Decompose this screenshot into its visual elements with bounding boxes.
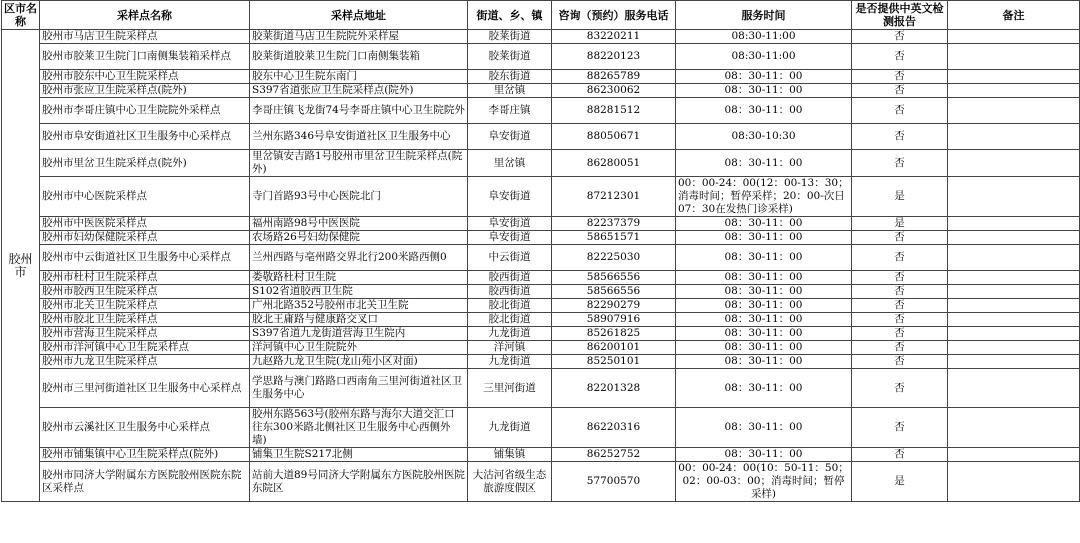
site-hours: 08：30-11：00 bbox=[676, 70, 852, 84]
table-row bbox=[2, 355, 1080, 369]
site-hours: 08：30-11：00 bbox=[676, 271, 852, 285]
site-report: 否 bbox=[852, 408, 948, 448]
site-name: 胶州市张应卫生院采样点(院外) bbox=[40, 84, 250, 98]
site-street: 胶西街道 bbox=[468, 271, 552, 285]
site-address: 胶东中心卫生院东南门 bbox=[250, 70, 468, 84]
table-row bbox=[2, 313, 1080, 327]
site-street: 铺集镇 bbox=[468, 448, 552, 462]
table-row bbox=[2, 285, 1080, 299]
site-remark bbox=[948, 84, 1080, 98]
site-name: 胶州市中云街道社区卫生服务中心采样点 bbox=[40, 245, 250, 271]
table-row bbox=[2, 341, 1080, 355]
site-name: 胶州市营海卫生院采样点 bbox=[40, 327, 250, 341]
site-remark bbox=[948, 285, 1080, 299]
table-row bbox=[2, 177, 1080, 217]
site-street: 胶北街道 bbox=[468, 299, 552, 313]
col-header-report: 是否提供中英文检测报告 bbox=[852, 1, 948, 30]
site-remark bbox=[948, 462, 1080, 502]
site-hours: 08：30-11：00 bbox=[676, 313, 852, 327]
site-report: 否 bbox=[852, 124, 948, 150]
site-phone: 82290279 bbox=[552, 299, 676, 313]
site-report: 否 bbox=[852, 369, 948, 408]
site-report: 否 bbox=[852, 44, 948, 70]
site-report: 是 bbox=[852, 177, 948, 217]
header-row bbox=[2, 1, 1080, 30]
site-name: 胶州市洋河镇中心卫生院采样点 bbox=[40, 341, 250, 355]
site-address: 站前大道89号同济大学附属东方医院胶州医院东院区 bbox=[250, 462, 468, 502]
site-report: 否 bbox=[852, 271, 948, 285]
site-hours: 08：30-11：00 bbox=[676, 299, 852, 313]
site-phone: 86280051 bbox=[552, 150, 676, 177]
site-hours: 08：30-11：00 bbox=[676, 355, 852, 369]
site-report: 是 bbox=[852, 217, 948, 231]
site-phone: 88265789 bbox=[552, 70, 676, 84]
site-remark bbox=[948, 408, 1080, 448]
site-name: 胶州市中医医院采样点 bbox=[40, 217, 250, 231]
site-remark bbox=[948, 369, 1080, 408]
site-name: 胶州市三里河街道社区卫生服务中心采样点 bbox=[40, 369, 250, 408]
site-name: 胶州市同济大学附属东方医院胶州医院东院区采样点 bbox=[40, 462, 250, 502]
col-header-name: 采样点名称 bbox=[40, 1, 250, 30]
site-name: 胶州市胶东中心卫生院采样点 bbox=[40, 70, 250, 84]
site-street: 九龙街道 bbox=[468, 408, 552, 448]
col-header-address: 采样点地址 bbox=[250, 1, 468, 30]
site-street: 洋河镇 bbox=[468, 341, 552, 355]
site-street: 胶北街道 bbox=[468, 313, 552, 327]
site-address: 兰州东路346号阜安街道社区卫生服务中心 bbox=[250, 124, 468, 150]
site-phone: 58651571 bbox=[552, 231, 676, 245]
table-row bbox=[2, 231, 1080, 245]
site-hours: 08：30-11：00 bbox=[676, 285, 852, 299]
site-name: 胶州市妇幼保健院采样点 bbox=[40, 231, 250, 245]
site-remark bbox=[948, 98, 1080, 124]
site-street: 胶西街道 bbox=[468, 285, 552, 299]
site-report: 否 bbox=[852, 30, 948, 44]
site-street: 中云街道 bbox=[468, 245, 552, 271]
site-remark bbox=[948, 245, 1080, 271]
site-address: 学思路与澳门路路口西南角三里河街道社区卫生服务中心 bbox=[250, 369, 468, 408]
site-report: 否 bbox=[852, 327, 948, 341]
site-street: 大沽河省级生态旅游度假区 bbox=[468, 462, 552, 502]
site-address: 广州北路352号胶州市北关卫生院 bbox=[250, 299, 468, 313]
site-hours: 08：30-11：00 bbox=[676, 448, 852, 462]
site-hours: 08：30-11：00 bbox=[676, 150, 852, 177]
table-row bbox=[2, 408, 1080, 448]
site-hours: 08:30-10:30 bbox=[676, 124, 852, 150]
site-report: 否 bbox=[852, 70, 948, 84]
site-phone: 57700570 bbox=[552, 462, 676, 502]
table-row bbox=[2, 299, 1080, 313]
site-name: 胶州市阜安街道社区卫生服务中心采样点 bbox=[40, 124, 250, 150]
site-address: S397省道张应卫生院采样点(院外) bbox=[250, 84, 468, 98]
site-street: 胶东街道 bbox=[468, 70, 552, 84]
site-name: 胶州市胶莱卫生院门口南侧集装箱采样点 bbox=[40, 44, 250, 70]
site-address: 李哥庄镇飞龙街74号李哥庄镇中心卫生院院外 bbox=[250, 98, 468, 124]
site-hours: 08：30-11：00 bbox=[676, 84, 852, 98]
site-phone: 86230062 bbox=[552, 84, 676, 98]
site-remark bbox=[948, 313, 1080, 327]
site-name: 胶州市杜村卫生院采样点 bbox=[40, 271, 250, 285]
table-row bbox=[2, 84, 1080, 98]
site-phone: 86220316 bbox=[552, 408, 676, 448]
sampling-sites-table bbox=[1, 0, 1080, 502]
site-remark bbox=[948, 150, 1080, 177]
site-hours: 08:30-11:00 bbox=[676, 44, 852, 70]
site-report: 否 bbox=[852, 313, 948, 327]
site-hours: 08：30-11：00 bbox=[676, 98, 852, 124]
site-report: 否 bbox=[852, 245, 948, 271]
site-address: 铺集卫生院S217北侧 bbox=[250, 448, 468, 462]
site-remark bbox=[948, 44, 1080, 70]
table-row bbox=[2, 30, 1080, 44]
site-street: 里岔镇 bbox=[468, 150, 552, 177]
site-address: 农场路26号妇幼保健院 bbox=[250, 231, 468, 245]
site-remark bbox=[948, 327, 1080, 341]
site-report: 否 bbox=[852, 299, 948, 313]
site-name: 胶州市九龙卫生院采样点 bbox=[40, 355, 250, 369]
site-hours: 00：00-24：00(12：00-13：30；消毒时间；暂停采样；20：00-次日07：30在发热门诊采样) bbox=[676, 177, 852, 217]
site-name: 胶州市铺集镇中心卫生院采样点(院外) bbox=[40, 448, 250, 462]
site-hours: 08：30-11：00 bbox=[676, 341, 852, 355]
site-phone: 86252752 bbox=[552, 448, 676, 462]
site-address: S102省道胶西卫生院 bbox=[250, 285, 468, 299]
site-name: 胶州市马店卫生院采样点 bbox=[40, 30, 250, 44]
site-phone: 82201328 bbox=[552, 369, 676, 408]
site-remark bbox=[948, 177, 1080, 217]
col-header-hours: 服务时间 bbox=[676, 1, 852, 30]
site-phone: 86200101 bbox=[552, 341, 676, 355]
site-street: 里岔镇 bbox=[468, 84, 552, 98]
table-row bbox=[2, 448, 1080, 462]
site-name: 胶州市胶西卫生院采样点 bbox=[40, 285, 250, 299]
site-phone: 58566556 bbox=[552, 285, 676, 299]
site-report: 否 bbox=[852, 355, 948, 369]
site-address: 九赵路九龙卫生院(龙山苑小区对面) bbox=[250, 355, 468, 369]
site-street: 阜安街道 bbox=[468, 124, 552, 150]
site-address: 胶州东路563号(胶州东路与海尔大道交汇口往东300米路北侧社区卫生服务中心西侧外墙) bbox=[250, 408, 468, 448]
site-hours: 08：30-11：00 bbox=[676, 408, 852, 448]
col-header-phone: 咨询（预约）服务电话 bbox=[552, 1, 676, 30]
site-hours: 08：30-11：00 bbox=[676, 245, 852, 271]
site-remark bbox=[948, 341, 1080, 355]
site-phone: 85261825 bbox=[552, 327, 676, 341]
table-row bbox=[2, 462, 1080, 502]
site-phone: 88220123 bbox=[552, 44, 676, 70]
site-phone: 58907916 bbox=[552, 313, 676, 327]
site-phone: 88281512 bbox=[552, 98, 676, 124]
site-street: 九龙街道 bbox=[468, 355, 552, 369]
site-name: 胶州市里岔卫生院采样点(院外) bbox=[40, 150, 250, 177]
site-hours: 08：30-11：00 bbox=[676, 369, 852, 408]
site-remark bbox=[948, 30, 1080, 44]
site-name: 胶州市李哥庄镇中心卫生院院外采样点 bbox=[40, 98, 250, 124]
site-report: 否 bbox=[852, 231, 948, 245]
site-report: 否 bbox=[852, 98, 948, 124]
site-address: S397省道九龙街道营海卫生院内 bbox=[250, 327, 468, 341]
table-row bbox=[2, 98, 1080, 124]
site-address: 寺门首路93号中心医院北门 bbox=[250, 177, 468, 217]
site-name: 胶州市胶北卫生院采样点 bbox=[40, 313, 250, 327]
site-report: 否 bbox=[852, 84, 948, 98]
site-report: 是 bbox=[852, 462, 948, 502]
site-remark bbox=[948, 355, 1080, 369]
site-street: 阜安街道 bbox=[468, 177, 552, 217]
site-report: 否 bbox=[852, 341, 948, 355]
site-remark bbox=[948, 217, 1080, 231]
site-address: 洋河镇中心卫生院院外 bbox=[250, 341, 468, 355]
site-street: 三里河街道 bbox=[468, 369, 552, 408]
site-phone: 85250101 bbox=[552, 355, 676, 369]
site-phone: 87212301 bbox=[552, 177, 676, 217]
site-street: 阜安街道 bbox=[468, 217, 552, 231]
site-phone: 58566556 bbox=[552, 271, 676, 285]
site-remark bbox=[948, 124, 1080, 150]
table-row bbox=[2, 217, 1080, 231]
site-remark bbox=[948, 70, 1080, 84]
col-header-remark: 备注 bbox=[948, 1, 1080, 30]
site-address: 兰州西路与亳州路交界北行200米路西侧0 bbox=[250, 245, 468, 271]
site-phone: 83220211 bbox=[552, 30, 676, 44]
table-row bbox=[2, 369, 1080, 408]
site-address: 胶莱街道胶莱卫生院门口南侧集装箱 bbox=[250, 44, 468, 70]
site-remark bbox=[948, 231, 1080, 245]
site-address: 胶莱街道马店卫生院院外采样屋 bbox=[250, 30, 468, 44]
site-street: 九龙街道 bbox=[468, 327, 552, 341]
site-report: 否 bbox=[852, 150, 948, 177]
site-street: 阜安街道 bbox=[468, 231, 552, 245]
site-remark bbox=[948, 299, 1080, 313]
site-name: 胶州市北关卫生院采样点 bbox=[40, 299, 250, 313]
site-hours: 08：30-11：00 bbox=[676, 327, 852, 341]
district-cell: 胶州市 bbox=[2, 30, 40, 502]
col-header-street: 街道、乡、镇 bbox=[468, 1, 552, 30]
site-name: 胶州市云溪社区卫生服务中心采样点 bbox=[40, 408, 250, 448]
site-remark bbox=[948, 448, 1080, 462]
table-row bbox=[2, 44, 1080, 70]
site-address: 里岔镇安吉路1号胶州市里岔卫生院采样点(院外) bbox=[250, 150, 468, 177]
site-phone: 88050671 bbox=[552, 124, 676, 150]
site-street: 胶莱街道 bbox=[468, 44, 552, 70]
site-hours: 00：00-24：00(10：50-11：50；02：00-03：00；消毒时间；暂停采样) bbox=[676, 462, 852, 502]
site-phone: 82225030 bbox=[552, 245, 676, 271]
site-address: 娄敬路杜村卫生院 bbox=[250, 271, 468, 285]
table-row bbox=[2, 124, 1080, 150]
site-street: 李哥庄镇 bbox=[468, 98, 552, 124]
site-address: 胶北王庸路与健康路交叉口 bbox=[250, 313, 468, 327]
table-row bbox=[2, 150, 1080, 177]
table-row bbox=[2, 327, 1080, 341]
site-hours: 08：30-11：00 bbox=[676, 231, 852, 245]
site-report: 否 bbox=[852, 448, 948, 462]
site-street: 胶莱街道 bbox=[468, 30, 552, 44]
site-remark bbox=[948, 271, 1080, 285]
site-name: 胶州市中心医院采样点 bbox=[40, 177, 250, 217]
table-row bbox=[2, 245, 1080, 271]
site-report: 否 bbox=[852, 285, 948, 299]
site-hours: 08：30-11：00 bbox=[676, 217, 852, 231]
col-header-district: 区市名称 bbox=[2, 1, 40, 30]
site-hours: 08:30-11:00 bbox=[676, 30, 852, 44]
site-address: 福州南路98号中医医院 bbox=[250, 217, 468, 231]
table-row bbox=[2, 271, 1080, 285]
table-row bbox=[2, 70, 1080, 84]
site-phone: 82237379 bbox=[552, 217, 676, 231]
